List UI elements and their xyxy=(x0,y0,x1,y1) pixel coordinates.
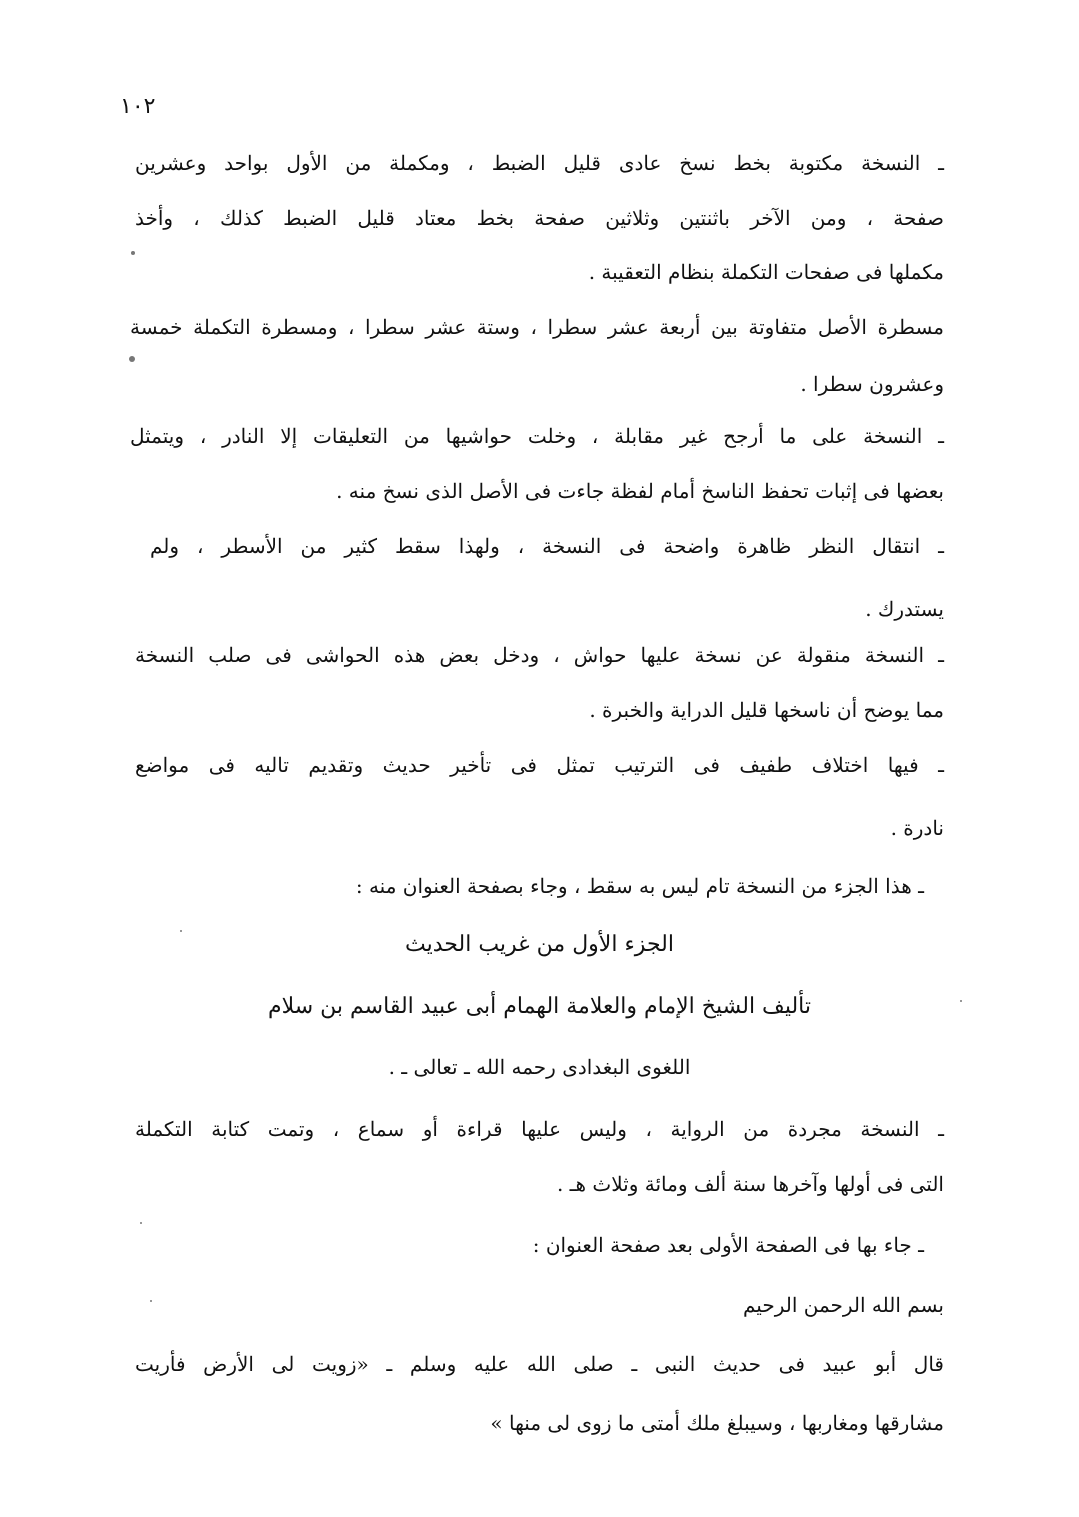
text-line: يستدرك . xyxy=(865,597,944,621)
text-line: نادرة . xyxy=(890,816,944,840)
text-line: مسطرة الأصل متفاوتة بين أربعة عشر سطرا ، وستة عشر سطرا ، ومسطرة التكملة خمسة xyxy=(130,315,944,339)
scan-speck xyxy=(140,1222,142,1224)
text-line: مكملها فى صفحات التكملة بنظام التعقيبة . xyxy=(588,260,944,284)
title-line: اللغوى البغدادى رحمه الله ـ تعالى ـ . xyxy=(388,1055,691,1079)
text-line: مشارقها ومغاربها ، وسيبلغ ملك أمتى ما زوى لى منها » xyxy=(490,1411,944,1435)
scan-speck xyxy=(180,930,182,932)
title-line: تأليف الشيخ الإمام والعلامة الهمام أبى عبيد القاسم بن سلام xyxy=(268,994,811,1019)
scan-speck xyxy=(150,1300,152,1302)
text-line: بعضها فى إثبات تحفظ الناسخ أمام لفظة جاءت فى الأصل الذى نسخ منه . xyxy=(336,479,944,503)
text-line: ـ هذا الجزء من النسخة تام ليس به سقط ، وجاء بصفحة العنوان منه : xyxy=(355,874,924,898)
text-line: ـ النسخة مجردة من الرواية ، وليس عليها قراءة أو سماع ، وتمت كتابة التكملة xyxy=(135,1117,945,1141)
text-line: صفحة ، ومن الآخر باثنتين وثلاثين صفحة بخط معتاد قليل الضبط كذلك ، وأخذ xyxy=(135,206,944,230)
text-line: التى فى أولها وآخرها سنة ألف ومائة وثلاث هـ . xyxy=(556,1172,944,1196)
text-line: ـ النسخة مكتوبة بخط نسخ عادى قليل الضبط ، ومكملة من الأول بواحد وعشرين xyxy=(135,151,944,175)
text-line: بسم الله الرحمن الرحيم xyxy=(742,1293,944,1317)
scan-speck xyxy=(131,251,135,255)
scan-speck xyxy=(960,1000,962,1002)
text-line: ـ النسخة على ما أرجح غير مقابلة ، وخلت حواشيها من التعليقات إلا النادر ، ويتمثل xyxy=(130,424,944,448)
page-number: ١٠٢ xyxy=(120,94,156,119)
text-line: مما يوضح أن ناسخها قليل الدراية والخبرة . xyxy=(589,698,944,722)
text-line: ـ انتقال النظر ظاهرة واضحة فى النسخة ، ولهذا سقط كثير من الأسطر ، ولم xyxy=(150,534,944,558)
scan-speck xyxy=(129,356,135,362)
text-line: ـ جاء بها فى الصفحة الأولى بعد صفحة العنوان : xyxy=(532,1233,924,1257)
text-line: قال أبو عبيد فى حديث النبى ـ صلى الله عليه وسلم ـ «زويت لى الأرض فأريت xyxy=(135,1352,944,1376)
text-line: ـ فيها اختلاف طفيف فى الترتيب تمثل فى تأخير حديث وتقديم تاليه فى مواضع xyxy=(135,753,944,777)
text-line: وعشرون سطرا . xyxy=(800,372,944,396)
title-line: الجزء الأول من غريب الحديث xyxy=(405,932,674,957)
text-line: ـ النسخة منقولة عن نسخة عليها حواش ، ودخل بعض هذه الحواشى فى صلب النسخة xyxy=(135,643,944,667)
